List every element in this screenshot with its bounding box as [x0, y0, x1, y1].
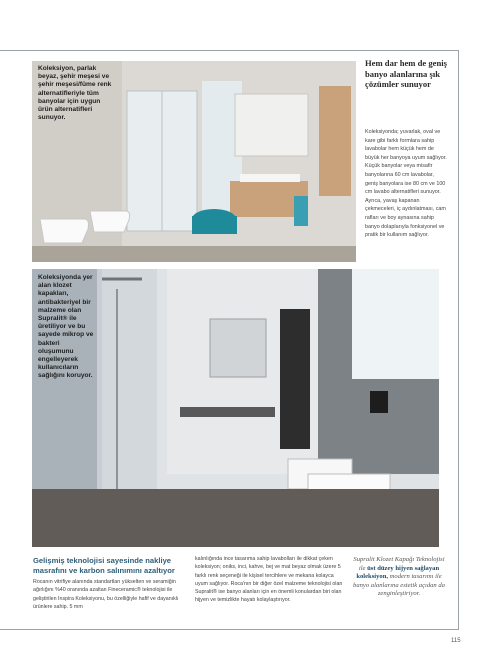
sidebar-heading: Hem dar hem de geniş banyo alanlarına şık çözümler sunuyor — [365, 58, 447, 89]
page-number: 115 — [451, 638, 461, 644]
caption-collection-colors: Koleksiyon, parlak beyaz, şehir meşesi ve şehir meşesi/füme renk alternatifleriyle tüm banyolar için uygun ürün alternatifleri sunuyor. — [38, 65, 112, 122]
quote-part-1: Supralit Klozet Kapağı Teknolojisi ile — [353, 556, 445, 572]
article-heading: Gelişmiş teknolojisi sayesinde nakliye masrafını ve karbon salınımını azaltıyor — [33, 556, 175, 575]
quote-bold: üst düzey hijyen sağlayan koleksiyon, — [356, 564, 440, 581]
article-column-1: Rocanın vitrifiye alanında standartları yükselten ve seramiğin ağırlığını %40 oranında azaltan Fineceramic® teknolojisi ile geliştirilen Inspira Koleksiyonu, bu özelliğiyle hafif ve dayanıklı ürünlere sahip. 5 mm — [33, 579, 179, 610]
article-column-2: kalınlığında ince tasarıma sahip lavabolları ile dikkat çeken koleksiyon; oniks, inci, kahve, bej ve mat beyaz olmak üzere 5 farklı renk seçeneği ile kişisel tercihlere ve mekana kolayca uyum sağlıyor. Roca'nın bir diğer özel malzeme teknolojisi olan Supralit® ise banyo alanları için en önemli konulardan biri olan hijyen ve temizlikte hayatı kolaylaştırıyor. — [195, 556, 343, 604]
pull-quote — [353, 556, 445, 599]
caption-supralit-seat: Koleksiyonda yer alan klozet kapakları, antibakteriyel bir malzeme olan Supralit® ile üretiliyor ve bu sayede mikrop ve bakteri oluşumunu engelleyerek kullanıcıların sağlığını koruyor. — [38, 274, 94, 380]
quote-part-2: modern tasarımı ile banyo alanlarına estetik açıdan da zenginleştiriyor. — [353, 573, 445, 598]
sidebar-body-text: Koleksiyonda; yuvarlak, oval ve kare gibi farklı formlara sahip lavabolar hem küçük hem de büyük her banyoya uyum sağlıyor. Küçük banyolar veya misafir banyolarına 60 cm lavabolar, geniş banyolara ise 80 cm ve 100 cm lavabo alternatifleri sunuyor. Ayrıca, yavaş kapanan çekmeceleri, iç aydınlatması, cam rafları ve boy aynasına sahip banyo dolaplarıyla fonksiyonel ve pratik bir kullanım sağlıyor. — [365, 129, 447, 239]
